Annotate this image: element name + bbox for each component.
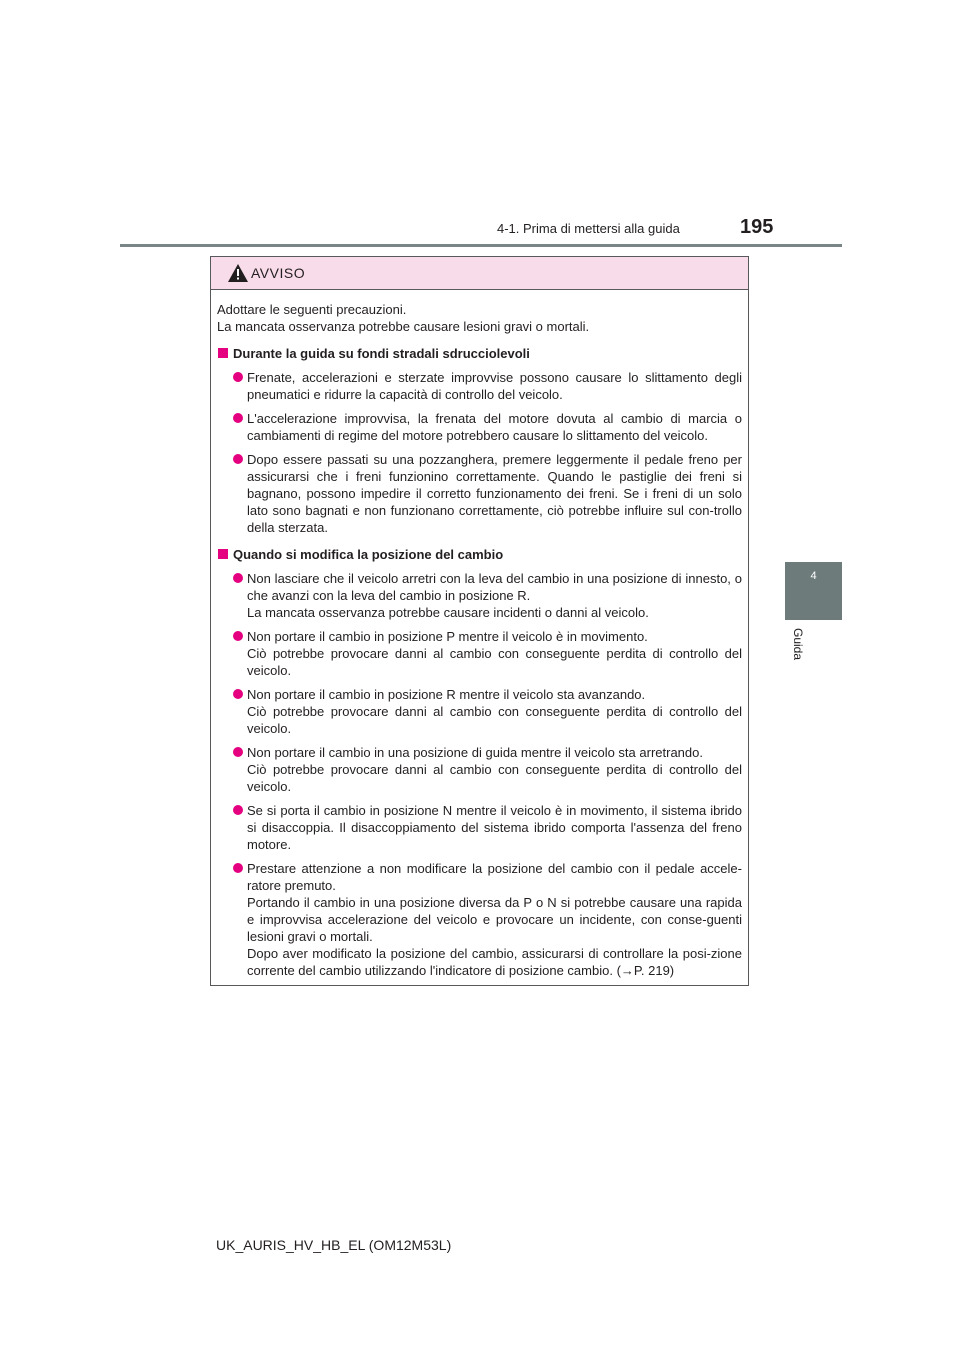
bullet-item [217,410,742,444]
bullet-text: La mancata osservanza potrebbe causare incidenti o danni al veicolo. [247,605,649,620]
warning-triangle-icon [228,264,248,282]
bullet-text: Prestare attenzione a non modificare la posizione del cambio con il pedale accele-ratore premuto. [247,861,742,893]
chapter-label: Guida [791,628,805,661]
warning-body [211,290,748,979]
bullet-text: Non lasciare che il veicolo arretri con la leva del cambio in una posizione di innesto, o che avanzi con la leva del cambio in posizione R. [247,571,742,603]
page-number: 195 [740,216,774,238]
bullet-item [217,628,742,679]
bullet-text: Dopo aver modificato la posizione del cambio, assicurarsi di controllare la posi-zione corrente del cambio utilizzando l'indicatore di posizione cambio. (→P. 219) [247,946,742,978]
bullet-item [217,802,742,853]
bullet-text: L'accelerazione improvvisa, la frenata del motore dovuta al cambio di marcia o cambiamenti di regime del motore potrebbero causare lo slittamento del veicolo. [247,411,742,443]
chapter-number: 4 [810,570,817,582]
intro-line: Adottare le seguenti precauzioni. [217,302,407,317]
intro-line: La mancata osservanza potrebbe causare lesioni gravi o mortali. [217,319,590,334]
bullet-text: Non portare il cambio in posizione P mentre il veicolo è in movimento. [247,629,648,644]
warning-header [211,257,748,290]
section-heading: Quando si modifica la posizione del cambio [217,546,742,563]
chapter-tab [785,562,842,620]
warning-box [210,256,749,986]
chapter-label-wrapper [793,628,807,668]
bullet-text: Ciò potrebbe provocare danni al cambio con conseguente perdita di controllo del veicolo. [247,704,742,736]
section-heading: Durante la guida su fondi stradali sdrucciolevoli [217,345,742,362]
warning-title: AVVISO [251,265,306,281]
bullet-item [217,686,742,737]
bullet-item [217,744,742,795]
warning-intro [217,301,742,335]
bullet-text: Non portare il cambio in una posizione di guida mentre il veicolo sta arretrando. [247,745,703,760]
bullet-item [217,570,742,621]
bullet-item [217,451,742,536]
bullet-item [217,369,742,403]
document-code: UK_AURIS_HV_HB_EL (OM12M53L) [216,1237,452,1253]
bullet-text: Ciò potrebbe provocare danni al cambio con conseguente perdita di controllo del veicolo. [247,646,742,678]
bullet-text: Se si porta il cambio in posizione N mentre il veicolo è in movimento, il sistema ibrido si disaccoppia. Il disaccoppiamento del sistema ibrido comporta l'assenza del freno motore. [247,803,742,852]
bullet-text: Frenate, accelerazioni e sterzate improvvise possono causare lo slittamento degli pneumatici e ridurre la capacità di controllo del veicolo. [247,370,742,402]
bullet-item [217,860,742,979]
bullet-text: Portando il cambio in una posizione diversa da P o N si potrebbe causare una rapida e improvvisa accelerazione del veicolo e provocare un incidente, con conse-guenti lesioni gravi o mortali. [247,895,742,944]
bullet-text: Dopo essere passati su una pozzanghera, premere leggermente il pedale freno per assicurarsi che i freni funzionino correttamente. Quando le pastiglie dei freni si bagnano, possono impedire il corretto funzionamento dei freni. Se i freni di un solo lato sono bagnati e non funzionano correttamente, ciò potrebbe influire sul con-trollo della sterzata. [247,452,742,535]
bullet-text: Non portare il cambio in posizione R mentre il veicolo sta avanzando. [247,687,646,702]
header-rule [120,244,842,247]
bullet-text: Ciò potrebbe provocare danni al cambio con conseguente perdita di controllo del veicolo. [247,762,742,794]
section-header: 4-1. Prima di mettersi alla guida [497,221,680,236]
